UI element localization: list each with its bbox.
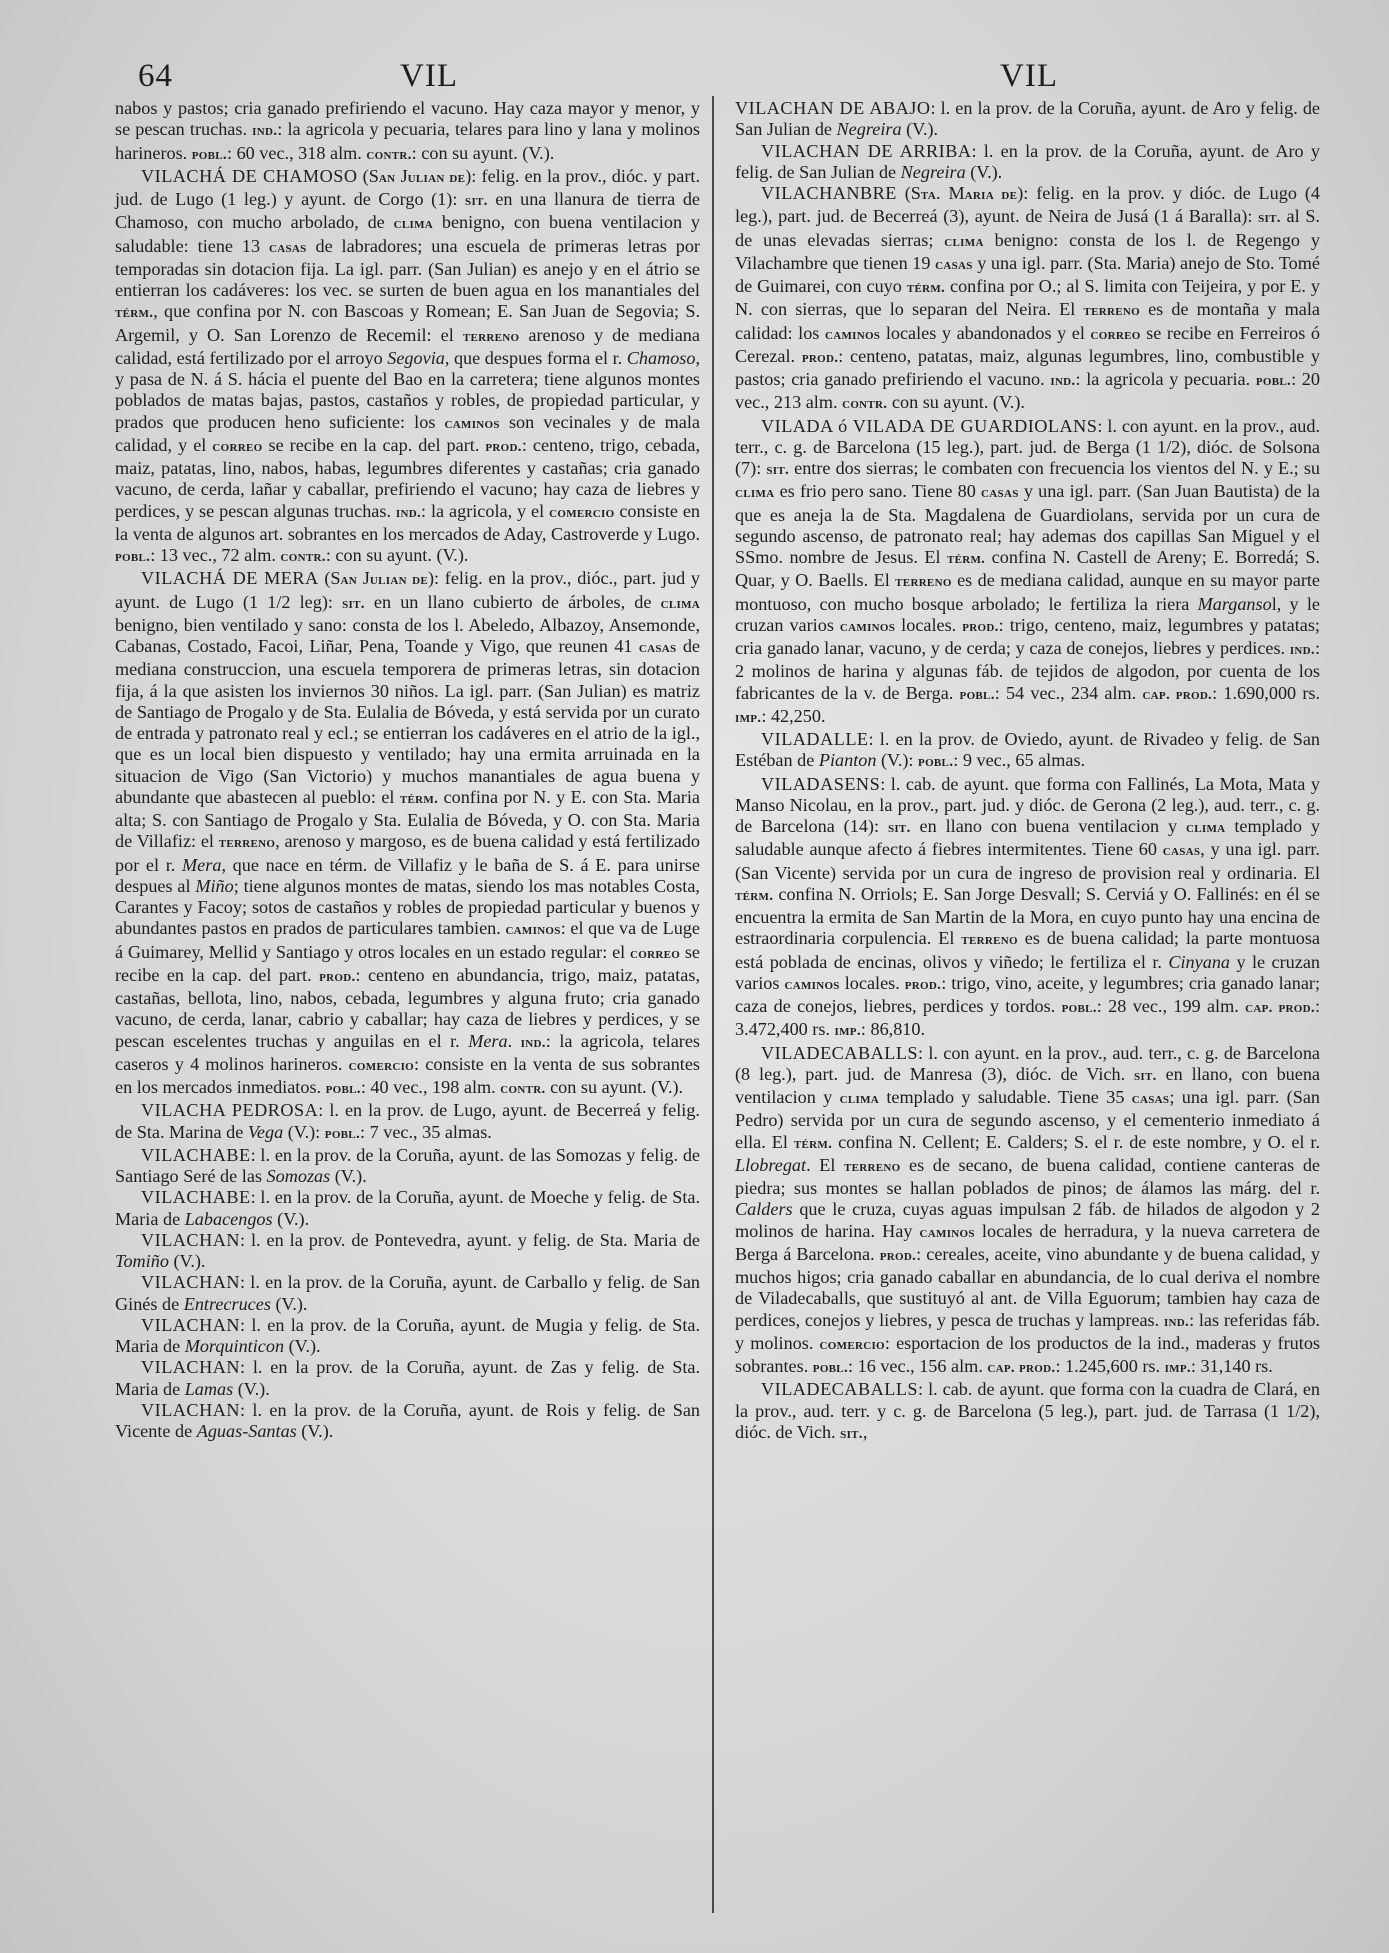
page-number: 64 [138, 58, 173, 94]
gazetteer-entry: VILADALLE: l. en la prov. de Oviedo, ayunt. de Rivadeo y felig. de San Estéban de Pianton (V.): pobl.: 9 vec., 65 almas. [735, 729, 1320, 771]
gazetteer-entry: VILACHAN: l. en la prov. de la Coruña, ayunt. de Zas y felig. de Sta. Maria de Lamas (V.). [115, 1357, 700, 1399]
gazetteer-entry: VILACHAN: l. en la prov. de la Coruña, ayunt. de Rois y felig. de San Vicente de Aguas-Santas (V.). [115, 1399, 700, 1441]
gazetteer-entry: VILADECABALLS: l. con ayunt. en la prov., aud. terr., c. g. de Barcelona (8 leg.), part. jud. de Manresa (3), dióc. de Vich. sit. en llano, con buena ventilacion y clima templado y saludable. Tiene 35 casas; una igl. parr. (San Pedro) servida por un cura de segundo ascenso, y el cementerio inmediato á ella. El térm. confina N. Cellent; E. Calders; S. el r. de este nombre, y O. el r. Llobregat. El terreno es de secano, de buena calidad, contiene canteras de piedra; sus montes se hallan poblados de pinos; de álamos las márg. del r. Calders que le cruza, cuyas aguas impulsan 2 fáb. de hilados de algodon y 2 molinos de harina. Hay caminos locales de herradura, y la nueva carretera de Berga á Barcelona. prod.: cereales, aceite, vino abundante y de buena calidad, y muchos higos; cria ganado caballar en abundancia, de lo cual deriva el nombre de Viladecaballs, que sustituyó al ant. de Villa Eguorum; tambien hay caza de perdices, conejos y liebres, y pesca de truchas y lampreas. ind.: las referidas fáb. y molinos. comercio: esportacion de los productos de la ind., maderas y frutos sobrantes. pobl.: 16 vec., 156 alm. cap. prod.: 1.245,600 rs. imp.: 31,140 rs. [735, 1042, 1321, 1376]
left-running-head: VIL [400, 58, 458, 94]
gazetteer-entry: VILADASENS: l. cab. de ayunt. que forma con Fallinés, La Mota, Mata y Manso Nicolau, en la prov., part. jud. y dióc. de Gerona (2 leg.), aud. terr., c. g. de Barcelona (14): sit. en llano con buena ventilacion y clima templado y saludable aunque afecto á fiebres intermitentes. Tiene 60 casas, y una igl. parr. (San Vicente) servida por un cura de ingreso de provision real y ordinaria. El térm. confina N. Orriols; E. San Jorge Desvall; S. Cerviá y O. Fallinés: en él se encuentra la ermita de San Martin de la Mora, en cuyo punto hay una encina de estraordinaria corpulencia. El terreno es de buena calidad; la parte montuosa está poblada de encinas, olivos y viñedo; le fertiliza el r. Cinyana y le cruzan varios caminos locales. prod.: trigo, vino, aceite, y legumbres; cria ganado lanar; caza de conejos, liebres, perdices y tordos. pobl.: 28 vec., 199 alm. cap. prod.: 3.472,400 rs. imp.: 86,810. [735, 773, 1320, 1040]
gazetteer-entry: VILADA ó VILADA DE GUARDIOLANS: l. con ayunt. en la prov., aud. terr., c. g. de Barcelona (15 leg.), part. jud. de Berga (1 1/2), dióc. de Solsona (7): sit. entre dos sierras; le combaten con frecuencia los vientos del N. y E.; su clima es frio pero sano. Tiene 80 casas y una igl. parr. (San Juan Bautista) de la que es aneja la de Sta. Magdalena de Guardiolans, servida por un cura de segundo ascenso, de patronato real; hay ademas dos capillas San Miguel y el SSmo. nombre de Jesus. El térm. confina N. Castell de Areny; E. Borredá; S. Quar, y O. Baells. El terreno es de mediana calidad, aunque en su mayor parte montuoso, con mucho bosque arbolado; le fertiliza la riera Margansol, y le cruzan varios caminos locales. prod.: trigo, centeno, maiz, legumbres y patatas; cria ganado lanar, vacuno, y de cerda; y caza de conejos, liebres y perdices. ind.: 2 molinos de harina y algunas fáb. de tejidos de algodon, por cuenta de los fabricantes de la v. de Berga. pobl.: 54 vec., 234 alm. cap. prod.: 1.690,000 rs. imp.: 42,250. [735, 415, 1321, 726]
gazetteer-entry: VILACHAN: l. en la prov. de Pontevedra, ayunt. y felig. de Sta. Maria de Tomiño (V.). [115, 1229, 700, 1271]
gazetteer-entry: VILADECABALLS: l. cab. de ayunt. que forma con la cuadra de Clará, en la prov., aud. terr. y c. g. de Barcelona (5 leg.), part. jud. de Tarrasa (1 1/2), dióc. de Vich. sit., [735, 1379, 1320, 1442]
gazetteer-entry: VILACHAN DE ARRIBA: l. en la prov. de la Coruña, ayunt. de Aro y felig. de San Julian de Negreira (V.). [735, 140, 1320, 182]
gazetteer-entry: VILACHABE: l. en la prov. de la Coruña, ayunt. de Moeche y felig. de Sta. Maria de Labacengos (V.). [115, 1187, 700, 1229]
gazetteer-entry: VILACHAN: l. en la prov. de la Coruña, ayunt. de Carballo y felig. de San Ginés de Entrecruces (V.). [115, 1272, 700, 1314]
gazetteer-entry: VILACHÁ DE MERA (San Julian de): felig. en la prov., dióc., part. jud y ayunt. de Lugo (1 1/2 leg): sit. en un llano cubierto de árboles, de clima benigno, bien ventilado y sano: consta de los l. Abeledo, Albazoy, Ansemonde, Cabanas, Costado, Facoi, Liñar, Pena, Toande y Vigo, que reunen 41 casas de mediana construccion, una escuela temporera de primeras letras, sin dotacion fija, á la que asisten los inviernos 30 niños. La igl. parr. (San Julian) es matriz de Santiago de Progalo y de Sta. Eulalia de Bóveda, y está servida por un curato de entrada y patronato real y ecl.; se entierran los cadáveres en el atrio de la igl., que es un local bien dispuesto y ventilado; hay una ermita arruinada en la situacion de Vigo (San Victorio) y muchos manantiales de agua buena y abundante que abastecen al pueblo: el térm. confina por N. y E. con Sta. Maria alta; S. con Santiago de Progalo y Sta. Eulalia de Bóveda, y O. con Sta. Maria de Villafiz: el terreno, arenoso y margoso, es de buena calidad y está fertilizado por el r. Mera, que nace en térm. de Villafiz y le baña de S. á E. para unirse despues al Miño; tiene algunos montes de matas, siendo los mas notables Costa, Carantes y Facoy; sotos de castaños y robles de propiedad particular y buenos y abundantes pastos en prados de particulares tambien. caminos: el que va de Luge á Guimarey, Mellid y Santiago y otros locales en un estado regular: el correo se recibe en la cap. del part. prod.: centeno en abundancia, trigo, maiz, patatas, castañas, bellota, lino, nabos, cebada, legumbres y alguna fruto; cria ganado vacuno, de cerda, lanar, cabrio y caballar; hay caza de liebres y perdices, y se pescan escelentes truchas y anguilas en el r. Mera. ind.: la agricola, telares caseros y 4 molinos harineros. comercio: consiste en la venta de sus sobrantes en los mercados inmediatos. pobl.: 40 vec., 198 alm. contr. con su ayunt. (V.). [115, 568, 701, 1097]
gazetteer-entry: nabos y pastos; cria ganado prefiriendo el vacuno. Hay caza mayor y menor, y se pescan truchas. ind.: la agricola y pecuaria, telares para lino y lana y molinos harineros. pobl.: 60 vec., 318 alm. contr.: con su ayunt. (V.). [115, 98, 700, 163]
right-column [735, 98, 1320, 1445]
gazetteer-entry: VILACHABE: l. en la prov. de la Coruña, ayunt. de las Somozas y felig. de Santiago Seré de las Somozas (V.). [115, 1144, 700, 1186]
gazetteer-entry: VILACHA PEDROSA: l. en la prov. de Lugo, ayunt. de Becerreá y felig. de Sta. Marina de Vega (V.): pobl.: 7 vec., 35 almas. [115, 1100, 700, 1142]
gazetteer-entry: VILACHÁ DE CHAMOSO (San Julian de): felig. en la prov., dióc. y part. jud. de Lugo (1 leg.) y ayunt. de Corgo (1): sit. en una llanura de tierra de Chamoso, con mucho arbolado, de clima benigno, con buena ventilacion y saludable: tiene 13 casas de labradores; una escuela de primeras letras por temporadas sin dotacion fija. La igl. parr. (San Julian) es anejo y en el átrio se entierran los cadáveres: los vec. se surten de buen agua en los manantiales del térm., que confina por N. con Bascoas y Romean; E. San Juan de Segovia; S. Argemil, y O. San Lorenzo de Recemil: el terreno arenoso y de mediana calidad, está fertilizado por el arroyo Segovia, que despues forma el r. Chamoso, y pasa de N. á S. hácia el puente del Bao en la carretera; tiene algunos montes poblados de matas bajas, pastos, castaños y robles, de propiedad particular, y prados que producen heno suficiente: los caminos son vecinales y de mala calidad, y el correo se recibe en la cap. del part. prod.: centeno, trigo, cebada, maiz, patatas, lino, nabos, habas, legumbres diferentes y castañas; cria ganado vacuno, de cerda, lañar y caballar, prefiriendo el vacuno; hay caza de liebres y perdices, y se pescan algunas truchas. ind.: la agricola, y el comercio consiste en la venta de algunos art. sobrantes en los mercados de Aday, Castroverde y Lugo. pobl.: 13 vec., 72 alm. contr.: con su ayunt. (V.). [115, 165, 701, 565]
gazetteer-entry: VILACHANBRE (Sta. Maria de): felig. en la prov. y dióc. de Lugo (4 leg.), part. jud. de Becerreá (3), ayunt. de Neira de Jusá (1 á Baralla): sit. al S. de unas elevadas sierras; clima benigno: consta de los l. de Regengo y Vilachambre que tienen 19 casas y una igl. parr. (Sta. Maria) anejo de Sto. Tomé de Guimarei, con cuyo térm. confina por O.; al S. limita con Teijeira, y por E. y N. con sierras, que lo separan del Neira. El terreno es de montaña y mala calidad: los caminos locales y abandonados y el correo se recibe en Ferreiros ó Cerezal. prod.: centeno, patatas, maiz, algunas legumbres, lino, combustible y pastos; cria ganado prefiriendo el vacuno. ind.: la agricola y pecuaria. pobl.: 20 vec., 213 alm. contr. con su ayunt. (V.). [735, 183, 1321, 413]
right-running-head: VIL [1000, 58, 1058, 94]
page-header [0, 58, 1389, 102]
gazetteer-entry: VILACHAN: l. en la prov. de la Coruña, ayunt. de Mugia y felig. de Sta. Maria de Morquinticon (V.). [115, 1314, 700, 1356]
gazetteer-entry: VILACHAN DE ABAJO: l. en la prov. de la Coruña, ayunt. de Aro y felig. de San Julian de Negreira (V.). [735, 98, 1320, 140]
left-column [115, 98, 700, 1442]
column-divider [712, 96, 714, 1913]
